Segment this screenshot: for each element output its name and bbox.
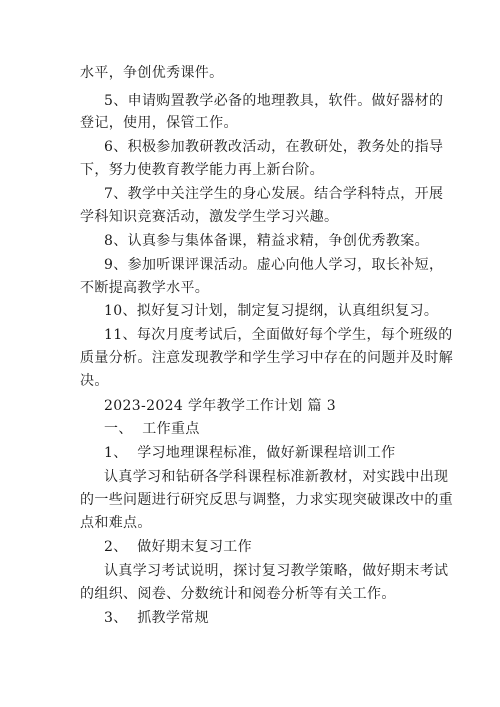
text-line: 5、申请购置教学必备的地理教具，软件。做好器材的 <box>104 93 444 109</box>
text-line: 质量分析。注意发现教学和学生学习中存在的问题并及时解 <box>80 350 454 366</box>
text-line: 不断提高教学水平。 <box>80 280 210 296</box>
text-line: 登记，使用，保管工作。 <box>80 115 238 131</box>
text-line: 的一些问题进行研究反思与调整，力求实现突破课改中的重 <box>80 492 454 508</box>
text-line: 11、每次月度考试后，全面做好每个学生，每个班级的 <box>104 327 453 343</box>
text-line: 水平，争创优秀课件。 <box>80 65 224 81</box>
heading-2: 2、 做好期末复习工作 <box>104 539 253 555</box>
text-line: 的组织、阅卷、分数统计和阅卷分析等有关工作。 <box>80 586 396 602</box>
text-line: 学科知识竞赛活动，激发学生学习兴趣。 <box>80 209 339 225</box>
text-line: 10、拟好复习计划，制定复习提纲，认真组织复习。 <box>104 303 439 319</box>
text-line: 决。 <box>80 373 109 389</box>
text-line: 6、积极参加教研教改活动，在教研处，教务处的指导 <box>104 139 444 155</box>
heading-1: 一、 工作重点 <box>104 421 200 437</box>
text-line: 下，努力使教育教学能力再上新台阶。 <box>80 162 324 178</box>
text-line: 点和难点。 <box>80 515 152 531</box>
section-title: 2023-2024 学年教学工作计划 篇 3 <box>104 398 336 414</box>
heading-2: 3、 抓教学常规 <box>104 610 209 626</box>
text-line: 认真学习和钻研各学科课程标准新教材，对实践中出现 <box>104 469 449 485</box>
text-line: 9、参加听课评课活动。虚心向他人学习，取长补短， <box>104 257 444 273</box>
text-line: 7、教学中关注学生的身心发展。结合学科特点，开展 <box>104 186 444 202</box>
text-line: 8、认真参与集体备课，精益求精，争创优秀教案。 <box>104 233 429 249</box>
text-line: 认真学习考试说明，探讨复习教学策略，做好期末考试 <box>104 563 449 579</box>
heading-2: 1、 学习地理课程标准，做好新课程培训工作 <box>104 445 396 461</box>
